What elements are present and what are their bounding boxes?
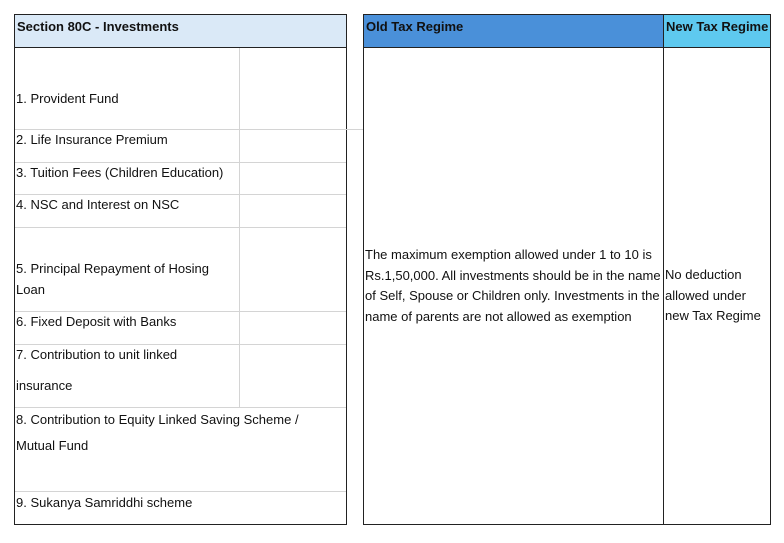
old-regime-header: Old Tax Regime xyxy=(363,14,664,48)
old-regime-note: The maximum exemption allowed under 1 to 10 is Rs.1,50,000. All investments should be in the name of Self, Spouse or Children only. Investments in the name of parents are not allowed as exemption xyxy=(365,247,661,324)
item-housing-loan: 5. Principal Repayment of Hosing Loan xyxy=(16,261,209,297)
column-divider xyxy=(239,48,240,407)
item-fixed-deposit: 6. Fixed Deposit with Banks xyxy=(16,314,177,329)
new-regime-header: New Tax Regime xyxy=(663,14,771,48)
row-divider xyxy=(15,227,346,228)
item-elss: 8. Contribution to Equity Linked Saving Scheme / Mutual Fund xyxy=(16,412,299,453)
item-life-insurance: 2. Life Insurance Premium xyxy=(16,132,168,147)
item-nsc: 4. NSC and Interest on NSC xyxy=(16,197,180,212)
section-80c-header: Section 80C - Investments xyxy=(14,14,347,48)
item-tuition-fees: 3. Tuition Fees (Children Education) xyxy=(16,165,224,180)
item-ulip: 7. Contribution to unit linked insurance xyxy=(16,347,178,393)
new-regime-note: No deduction allowed under new Tax Regime xyxy=(665,267,761,323)
item-provident-fund: 1. Provident Fund xyxy=(16,91,119,106)
item-sukanya: 9. Sukanya Samriddhi scheme xyxy=(16,495,193,510)
